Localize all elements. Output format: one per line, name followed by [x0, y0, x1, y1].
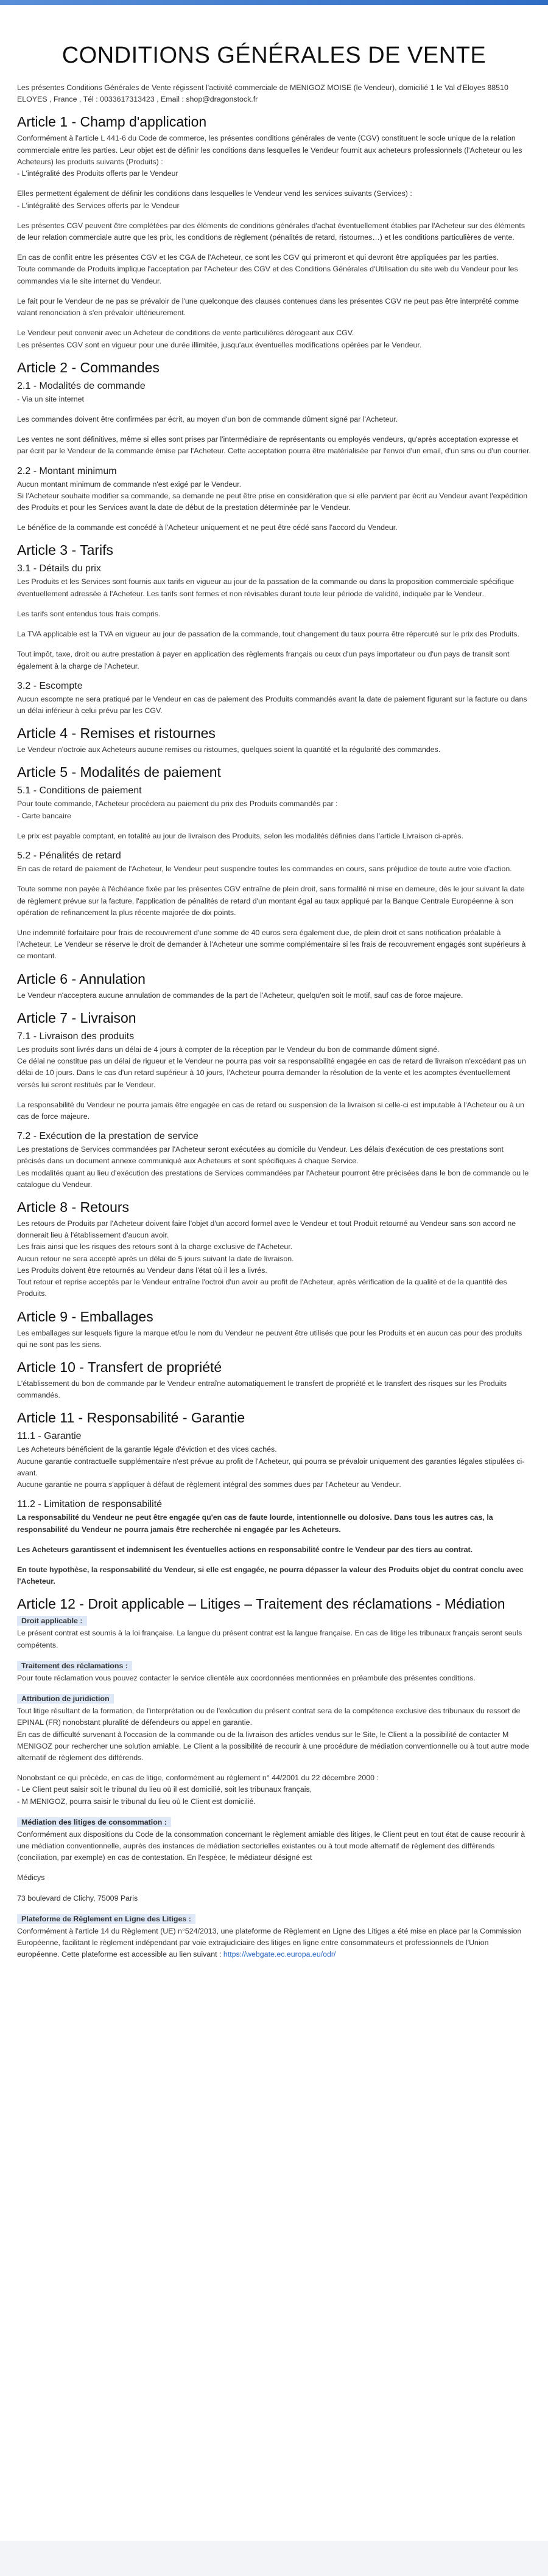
article-2-p5: Le bénéfice de la commande est concédé à l'Acheteur uniquement et ne peut être cédé sans l'accord du Vendeur.: [17, 523, 398, 532]
article-7-p1: Les produits sont livrés dans un délai de 4 jours à compter de la réception par le Vendeur du bon de commande dûment signé. Ce délai ne constitue pas un délai de rigueur et le Vendeur ne pourra pas voir sa responsabilité engagée en cas de retard de livraison n'excédant pas un délai de 10 jours. Dans le cas d'un retard supérieur à 10 jours, l'Acheteur pourra demander la résolution de la vente et les acomptes éventuellement versés lui seront restitués par le Vendeur.: [17, 1045, 526, 1089]
tag-droit-applicable: Droit applicable :: [17, 1616, 87, 1626]
article-8-p1: Les retours de Produits par l'Acheteur doivent faire l'objet d'un accord formel avec le Vendeur et tout Produit retourné au Vendeur sans son accord ne donnerait lieu à l'établissement d'aucun avoir. Les frais ainsi que les risques des retours sont à la charge exclusive de l'Acheteur. Aucun retour ne sera accepté après un délai de 5 jours suivant la date de livraison. Les Produits doivent être retournés au Vendeur dans l'état où il les a livrés. Tout retour et reprise acceptés par le Vendeur entraîne l'octroi d'un avoir au profit de l'Acheteur, après vérification de la qualité et de la quantité des Produits.: [17, 1219, 516, 1298]
section-5-1-heading: 5.1 - Conditions de paiement: [17, 785, 142, 796]
top-accent-bar: [0, 0, 548, 5]
article-1-p6: Le Vendeur peut convenir avec un Acheteur de conditions de vente particulières dérogeant aux CGV. Les présentes CGV sont en vigueur pour une durée illimitée, jusqu'aux éventuelles modifications opérées par le Vendeur.: [17, 329, 422, 349]
article-12-address: 73 boulevard de Clichy, 75009 Paris: [17, 1893, 138, 1902]
article-1-p5: Le fait pour le Vendeur de ne pas se prévaloir de l'une quelconque des clauses contenues dans les présentes CGV ne peut pas être interprété comme valant renonciation à s'en prévaloir ultérieurement.: [17, 296, 519, 318]
article-5-p1: Pour toute commande, l'Acheteur procédera au paiement du prix des Produits commandés par : - Carte bancaire: [17, 799, 338, 820]
article-1-p2: Elles permettent également de définir les conditions dans lesquelles le Vendeur vend les services suivants (Services) : - L'intégralité des Services offerts par le Vendeur: [17, 189, 412, 210]
article-9-heading: Article 9 - Emballages: [17, 1308, 153, 1325]
section-5-2-heading: 5.2 - Pénalités de retard: [17, 851, 121, 862]
article-12-mediator: Médicys: [17, 1873, 45, 1882]
article-3-p2: Les tarifs sont entendus tous frais compris.: [17, 609, 161, 618]
article-1-p4: En cas de conflit entre les présentes CGV et les CGA de l'Acheteur, ce sont les CGV qui primeront et qui devront être appliquées par les parties. Toute commande de Produits implique l'acceptation par l'Acheteur des CGV et des Conditions Générales d'Utilisation du site web du Vendeur pour les commandes via le site internet du Vendeur.: [17, 253, 518, 285]
article-6-p1: Le Vendeur n'acceptera aucune annulation de commandes de la part de l'Acheteur, quelqu'en soit le motif, sauf cas de force majeure.: [17, 990, 463, 1000]
article-12-heading: Article 12 - Droit applicable – Litiges – Traitement des réclamations - Médiation: [17, 1596, 505, 1612]
article-7-heading: Article 7 - Livraison: [17, 1009, 136, 1026]
section-3-2-heading: 3.2 - Escompte: [17, 680, 83, 691]
article-12-p2: Pour toute réclamation vous pouvez contacter le service clientèle aux coordonnées mentionnées en préambule des présentes conditions.: [17, 1673, 476, 1682]
section-2-1-heading: 2.1 - Modalités de commande: [17, 380, 146, 391]
section-7-2-heading: 7.2 - Exécution de la prestation de service: [17, 1131, 198, 1142]
article-8-heading: Article 8 - Retours: [17, 1199, 130, 1216]
article-11-heading: Article 11 - Responsabilité - Garantie: [17, 1410, 245, 1426]
article-2-p2: Les commandes doivent être confirmées par écrit, au moyen d'un bon de commande dûment signé par l'Acheteur.: [17, 414, 398, 423]
tag-juridiction: Attribution de juridiction: [17, 1694, 114, 1704]
article-3-heading: Article 3 - Tarifs: [17, 542, 114, 559]
article-3-p5: Aucun escompte ne sera pratiqué par le Vendeur en cas de paiement des Produits commandés avant la date de paiement figurant sur la facture ou dans un délai inférieur à celui prévu par les CGV.: [17, 694, 527, 715]
article-4-p1: Le Vendeur n'octroie aux Acheteurs aucune remises ou ristournes, quelques soient la quantité et la régularité des commandes.: [17, 745, 441, 754]
article-12-p3: Tout litige résultant de la formation, de l'interprétation ou de l'exécution du présent contrat sera de la compétence exclusive des tribunaux du ressort de EPINAL (FR) nonobstant pluralité de défendeurs ou appel en garantie. En cas de difficulté survenant à l'occasion de la commande ou de la livraison des articles vendus sur le Site, le Client a la possibilité de contacter M MENIGOZ pour rechercher une solution amiable. Le Client a la possibilité de recourir à une procédure de médiation conventionnelle ou à tout autre mode alternatif de règlement des différends.: [17, 1707, 529, 1762]
article-1-p1: Conformément à l'article L 441-6 du Code de commerce, les présentes conditions générales de vente (CGV) constituent le socle unique de la relation commerciale entre les parties. Leur objet est de définir les conditions dans lesquelles le Vendeur fournit aux acheteurs professionnels (l'Acheteur ou les Acheteurs) les produits suivants (Produits) : - L'intégralité des Produits offerts par le Vendeur: [17, 134, 522, 178]
odr-link[interactable]: https://webgate.ec.europa.eu/odr/: [223, 1950, 336, 1959]
article-1-p3: Les présentes CGV peuvent être complétées par des éléments de conditions générales d'achat éventuellement établies par l'Acheteur sur des éléments de leur relation commerciale autre que les prix, les conditions de règlement (pénalités de retard, ristournes…) et les conditions particulières de vente.: [17, 221, 525, 242]
article-3-p3: La TVA applicable est la TVA en vigueur au jour de passation de la commande, tout changement du taux pourra être répercuté sur le prix des Produits.: [17, 630, 519, 639]
article-7-p3: Les prestations de Services commandées par l'Acheteur seront exécutées au domicile du Vendeur. Les délais d'exécution de ces prestations sont précisés dans un document annexe communiqué aux Acheteurs et sont spécifiques à chaque Service. Les modalités quant au lieu d'exécution des prestations de Services commandées par l'Acheteur pourront être précisées dans le bon de commande ou le catalogue du Vendeur.: [17, 1145, 529, 1189]
section-11-1-heading: 11.1 - Garantie: [17, 1431, 82, 1442]
article-11-p3: Les Acheteurs garantissent et indemnisent les éventuelles actions en responsabilité contre le Vendeur par des tiers au contrat.: [17, 1545, 473, 1554]
article-2-heading: Article 2 - Commandes: [17, 359, 160, 375]
article-9-p1: Les emballages sur lesquels figure la marque et/ou le nom du Vendeur ne peuvent être utilisés que pour les Produits et en aucun cas pour des produits qui ne sont pas les siens.: [17, 1328, 522, 1349]
article-5-p4: Toute somme non payée à l'échéance fixée par les présentes CGV entraîne de plein droit, sans formalité ni mise en demeure, dès le jour suivant la date de règlement prévue sur la facture, l'application de pénalités de retard d'un montant égal au taux appliqué par la Banque Centrale Européenne à son opération de refinancement la plus récente majorée de dix points.: [17, 885, 525, 917]
article-11-p4: En toute hypothèse, la responsabilité du Vendeur, si elle est engagée, ne pourra dépasser la valeur des Produits objet du contrat conclu avec l'Acheteur.: [17, 1565, 524, 1586]
article-5-p3: En cas de retard de paiement de l'Acheteur, le Vendeur peut suspendre toutes les commandes en cours, sans préjudice de toute autre voie d'action.: [17, 865, 512, 874]
tag-reclamations: Traitement des réclamations :: [17, 1661, 132, 1671]
article-6-heading: Article 6 - Annulation: [17, 970, 146, 987]
article-5-heading: Article 5 - Modalités de paiement: [17, 764, 221, 781]
article-12-p4: Nonobstant ce qui précède, en cas de litige, conformément au règlement n° 44/2001 du 22 décembre 2000 : - Le Client peut saisir soit le tribunal du lieu où il est domicilié, soit les tribunaux français, - M MENIGOZ, pourra saisir le tribunal du lieu où le Client est domicilié.: [17, 1774, 379, 1806]
article-4-heading: Article 4 - Remises et ristournes: [17, 725, 216, 742]
article-3-p1: Les Produits et les Services sont fournis aux tarifs en vigueur au jour de la passation de la commande ou dans la proposition commerciale spécifique éventuellement adressée à l'Acheteur. Les tarifs sont fermes et non révisables durant toute leur période de validité, indiquée par le Vendeur.: [17, 577, 515, 598]
section-3-1-heading: 3.1 - Détails du prix: [17, 563, 101, 574]
article-11-p1: Les Acheteurs bénéficient de la garantie légale d'éviction et des vices cachés. Aucune garantie contractuelle supplémentaire n'est prévue au profit de l'Acheteur, qui pourra se prévaloir uniquement des garanties légales stipulées ci-avant. Aucune garantie ne pourra s'appliquer à défaut de règlement intégral des sommes dues par l'Acheteur au Vendeur.: [17, 1445, 525, 1489]
article-5-p2: Le prix est payable comptant, en totalité au jour de livraison des Produits, selon les modalités définies dans l'article Livraison ci-après.: [17, 831, 464, 840]
article-10-p1: L'établissement du bon de commande par le Vendeur entraîne automatiquement le transfert de propriété et le transfert des risques sur les Produits commandés.: [17, 1379, 507, 1400]
footer-bar: [0, 2541, 548, 2576]
article-12-p5: Conformément aux dispositions du Code de la consommation concernant le règlement amiable des litiges, le Client peut en tout état de cause recourir à une médiation conventionnelle, auprès des instances de médiation sectorielles existantes ou à tout mode alternatif de règlement des différends (conciliation, par exemple) en cas de contestation. En l'espèce, le médiateur désigné est: [17, 1829, 525, 1862]
article-5-p5: Une indemnité forfaitaire pour frais de recouvrement d'une somme de 40 euros sera également due, de plein droit et sans notification préalable à l'Acheteur. Le Vendeur se réserve le droit de demander à l'Acheteur une somme complémentaire si les frais de recouvrement engagés sont supérieurs à ce montant.: [17, 928, 526, 961]
article-3-p4: Tout impôt, taxe, droit ou autre prestation à payer en application des règlements français ou ceux d'un pays importateur ou d'un pays de transit sont également à la charge de l'Acheteur.: [17, 650, 510, 670]
article-2-p3: Les ventes ne sont définitives, même si elles sont prises par l'intermédiaire de représentants ou employés vendeurs, qu'après acceptation expresse et par écrit par le Vendeur de la commande émise par l'Acheteur. Cette acceptation pourra être matérialisée par l'envoi d'un email, d'un sms ou d'un courrier.: [17, 435, 531, 456]
article-7-p2: La responsabilité du Vendeur ne pourra jamais être engagée en cas de retard ou suspension de la livraison si celle-ci est imputable à l'Acheteur ou à un cas de force majeure.: [17, 1100, 525, 1121]
tag-mediation: Médiation des litiges de consommation :: [17, 1817, 171, 1827]
article-12-p1: Le présent contrat est soumis à la loi française. La langue du présent contrat est la langue française. En cas de litige les tribunaux français seront seuls compétents.: [17, 1629, 522, 1649]
page-title: CONDITIONS GÉNÉRALES DE VENTE: [61, 43, 487, 68]
intro-paragraph: Les présentes Conditions Générales de Vente régissent l'activité commerciale de MENIGOZ MOISE (le Vendeur), domicilié 1 le Val d'Eloyes 88510 ELOYES , France , Tél : 0033617313423 , Email : shop@dragonstock.fr: [17, 83, 508, 104]
section-7-1-heading: 7.1 - Livraison des produits: [17, 1031, 135, 1042]
article-1-heading: Article 1 - Champ d'application: [17, 114, 207, 130]
article-2-p1: - Via un site internet: [17, 394, 84, 403]
article-12-p8: [17, 1926, 531, 1961]
cgv-document: [17, 43, 531, 1969]
article-10-heading: Article 10 - Transfert de propriété: [17, 1359, 222, 1375]
article-2-p4: Aucun montant minimum de commande n'est exigé par le Vendeur. Si l'Acheteur souhaite modifier sa commande, sa demande ne peut être prise en considération que si elle parvient par écrit au Vendeur avant l'expédition des Produits et pour les Services avant la date de début de la prestation déterminée par le Vendeur.: [17, 479, 528, 512]
section-2-2-heading: 2.2 - Montant minimum: [17, 465, 117, 476]
article-11-p2: La responsabilité du Vendeur ne peut être engagée qu'en cas de faute lourde, intentionnelle ou dolosive. Dans tous les autres cas, la responsabilité du Vendeur ne pourra jamais être recherchée ni engagée par les Acheteurs.: [17, 1513, 493, 1534]
section-11-2-heading: 11.2 - Limitation de responsabilité: [17, 1499, 163, 1510]
tag-plateforme-rll: Plateforme de Règlement en Ligne des Litiges :: [17, 1914, 195, 1924]
article-12-p8-text: Conformément à l'article 14 du Règlement (UE) n°524/2013, une plateforme de Règlement en Ligne des Litiges a été mise en place par la Commission Européenne, facilitant le règlement indépendant par voie extrajudiciaire des litiges en ligne entre consommateurs et professionnels de l'Union européenne. Cette plateforme est accessible au lien suivant :: [17, 1926, 522, 1959]
